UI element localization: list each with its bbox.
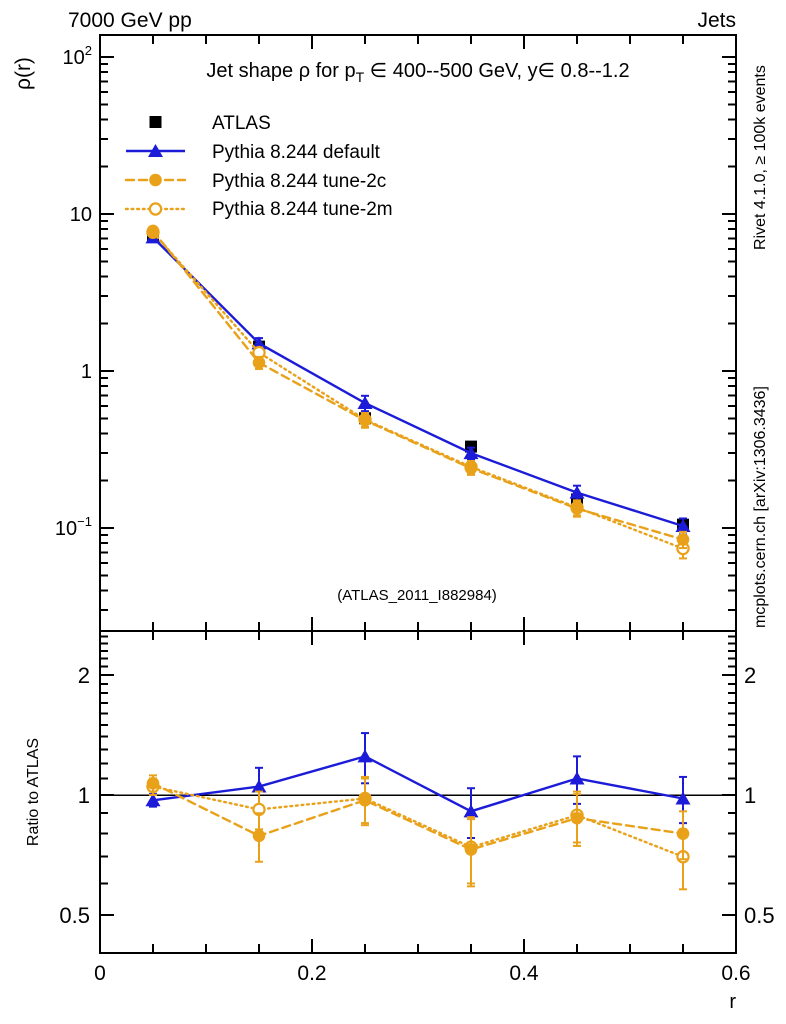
legend-marker xyxy=(150,203,161,214)
x-tick-label: 0.4 xyxy=(509,962,539,985)
y-tick-label: $10^2$ xyxy=(62,43,92,69)
data-point-marker xyxy=(571,502,584,515)
ratio-tick-label-right: 1 xyxy=(744,783,757,808)
axes-layer xyxy=(55,35,775,985)
ratio-tick-label-right: 2 xyxy=(744,663,757,688)
data-point-marker xyxy=(465,843,478,856)
ratio-panel-frame xyxy=(100,631,736,953)
y-tick-label: $10^{-1}$ xyxy=(54,514,92,540)
x-tick-label: 0.6 xyxy=(721,962,751,985)
legend-marker xyxy=(149,174,162,187)
ratio-tick-label-right: 0.5 xyxy=(744,903,775,928)
data-point-marker xyxy=(677,533,690,546)
series-line xyxy=(153,231,683,540)
mcplots-arxiv-note: mcplots.cern.ch [arXiv:1306.3436] xyxy=(752,386,769,628)
rivet-version-note: Rivet 4.1.0, ≥ 100k events xyxy=(752,65,769,250)
data-point-marker xyxy=(147,777,160,790)
legend-label-pythia-tune2c: Pythia 8.244 tune-2c xyxy=(212,171,387,192)
legend-label-atlas: ATLAS xyxy=(212,113,271,134)
ratio-tick-label: 1 xyxy=(77,783,90,808)
y-tick-label: 1 xyxy=(80,361,92,383)
legend-label-pythia-default: Pythia 8.244 default xyxy=(212,142,380,163)
series-line xyxy=(153,783,683,849)
ratio-tick-label: 2 xyxy=(77,663,90,688)
data-point-marker xyxy=(571,812,584,825)
data-point-marker xyxy=(570,771,585,784)
data-point-marker xyxy=(570,486,585,499)
x-axis-title: r xyxy=(729,991,736,1013)
legend-marker-layer xyxy=(126,116,185,215)
x-tick-label: 0.2 xyxy=(297,962,327,985)
ratio-tick-label: 0.5 xyxy=(59,903,90,928)
x-tick-label: 0 xyxy=(94,962,106,985)
analysis-watermark: (ATLAS_2011_I882984) xyxy=(337,587,497,604)
y-tick-label: 10 xyxy=(69,204,92,226)
series-line xyxy=(153,237,683,526)
data-point-marker xyxy=(147,225,160,238)
legend-label-pythia-tune2m: Pythia 8.244 tune-2m xyxy=(212,199,393,220)
data-point-marker xyxy=(358,749,373,762)
data-point-marker xyxy=(253,830,266,843)
data-point-marker xyxy=(359,794,372,807)
legend-marker xyxy=(150,116,162,128)
ratio-axis-title: Ratio to ATLAS xyxy=(25,737,42,847)
data-point-marker xyxy=(359,414,372,427)
y-axis-title: ρ(r) xyxy=(12,57,35,90)
main-panel-frame xyxy=(100,35,736,631)
data-point-marker xyxy=(677,827,690,840)
data-layer xyxy=(146,225,691,890)
data-point-marker xyxy=(465,462,478,475)
data-point-marker xyxy=(253,356,266,369)
data-point-marker xyxy=(358,396,373,409)
beam-energy-label: 7000 GeV pp xyxy=(68,9,192,32)
plot-title: Jet shape ρ for $p_T$ ∈ 400--500 GeV, y∈ 0.8--1.2 xyxy=(206,60,630,85)
process-label: Jets xyxy=(697,9,736,32)
